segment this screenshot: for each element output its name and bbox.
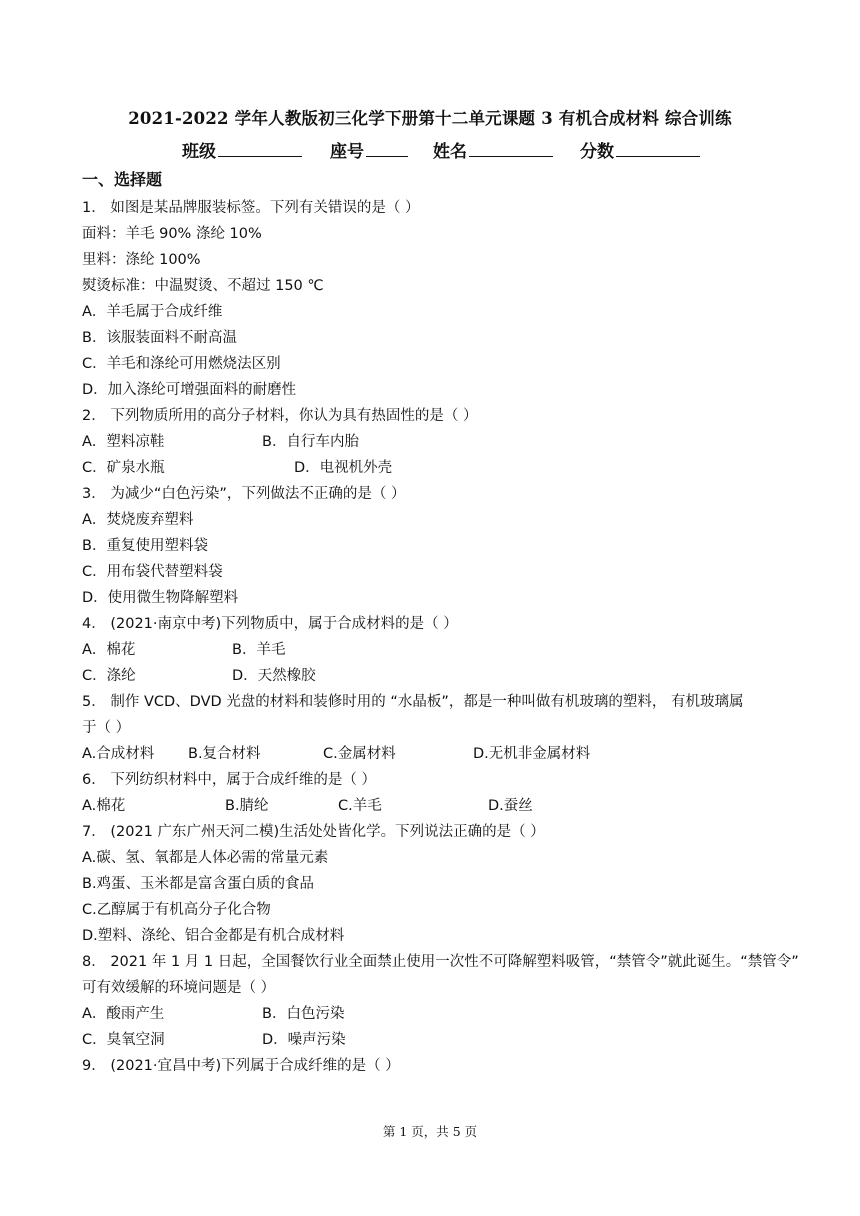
document-title: 2021-2022 学年人教版初三化学下册第十二单元课题 3 有机合成材料 综合训练 — [128, 109, 732, 128]
q3-option-c: C．用布袋代替塑料袋 — [82, 564, 223, 580]
q1-stem: 1． 如图是某品牌服装标签。下列有关错误的是（ ） — [82, 200, 420, 216]
q2-option-b: B．自行车内胎 — [262, 434, 359, 450]
q8-stem: 8． 2021 年 1 月 1 日起，全国餐饮行业全面禁止使用一次性不可降解塑料吸管，“禁管令”就此诞生。“禁管令” — [82, 954, 799, 970]
class-field — [182, 136, 302, 166]
q1-label-lining: 里料：涤纶 100% — [82, 252, 201, 268]
q7-option-d: D.塑料、涤纶、铝合金都是有机合成材料 — [82, 928, 345, 944]
q6-option-d: D.蚕丝 — [488, 798, 533, 814]
q6-option-a: A.棉花 — [82, 798, 126, 814]
q7-option-b: B.鸡蛋、玉米都是富含蛋白质的食品 — [82, 876, 315, 892]
q1-option-b: B．该服装面料不耐高温 — [82, 330, 237, 346]
score-blank — [616, 136, 700, 157]
q5-option-b: B.复合材料 — [188, 746, 261, 762]
name-field — [433, 136, 553, 166]
class-blank — [218, 136, 302, 157]
q1-option-c: C．羊毛和涤纶可用燃烧法区别 — [82, 356, 281, 372]
seat-blank — [366, 136, 408, 157]
q3-stem: 3． 为减少“白色污染”，下列做法不正确的是（ ） — [82, 486, 406, 502]
q1-label-fabric: 面料：羊毛 90% 涤纶 10% — [82, 226, 262, 242]
section-title: 一、选择题 — [82, 170, 163, 189]
q6-option-c: C.羊毛 — [338, 798, 382, 814]
name-label: 姓名 — [433, 142, 467, 162]
q5-stem-continued: 于（ ） — [82, 720, 131, 736]
q1-option-a: A．羊毛属于合成纤维 — [82, 304, 223, 320]
q9-stem: 9． (2021·宜昌中考)下列属于合成纤维的是（ ） — [82, 1058, 400, 1074]
q7-stem: 7． (2021 广东广州天河二模)生活处处皆化学。下列说法正确的是（ ） — [82, 824, 545, 840]
student-info-row — [0, 136, 860, 164]
q6-option-b: B.腈纶 — [225, 798, 269, 814]
q4-stem: 4． (2021·南京中考)下列物质中，属于合成材料的是（ ） — [82, 616, 458, 632]
q6-stem: 6． 下列纺织材料中，属于合成纤维的是（ ） — [82, 772, 376, 788]
q3-option-d: D．使用微生物降解塑料 — [82, 590, 239, 606]
seat-label: 座号 — [330, 142, 364, 162]
q8-stem-continued: 可有效缓解的环境问题是（ ） — [82, 980, 276, 996]
q7-option-c: C.乙醇属于有机高分子化合物 — [82, 902, 271, 918]
q3-option-b: B．重复使用塑料袋 — [82, 538, 208, 554]
q1-option-d: D．加入涤纶可增强面料的耐磨性 — [82, 382, 297, 398]
q5-option-a: A.合成材料 — [82, 746, 155, 762]
score-field — [580, 136, 700, 166]
q8-option-c: C．臭氧空洞 — [82, 1032, 165, 1048]
q4-option-b: B．羊毛 — [232, 642, 286, 658]
q2-option-d: D．电视机外壳 — [294, 460, 393, 476]
q8-option-d: D．噪声污染 — [262, 1032, 346, 1048]
q2-option-a: A．塑料凉鞋 — [82, 434, 165, 450]
q5-stem: 5． 制作 VCD、DVD 光盘的材料和装修时用的 “水晶板”，都是一种叫做有机玻璃的塑料， 有机玻璃属 — [82, 694, 744, 710]
q4-option-d: D．天然橡胶 — [232, 668, 316, 684]
page-footer: 第 1 页，共 5 页 — [382, 1124, 478, 1139]
q5-option-d: D.无机非金属材料 — [473, 746, 591, 762]
q4-option-a: A．棉花 — [82, 642, 136, 658]
seat-field — [330, 136, 408, 166]
q2-stem: 2． 下列物质所用的高分子材料，你认为具有热固性的是（ ） — [82, 408, 478, 424]
class-label: 班级 — [182, 142, 216, 162]
q2-option-c: C．矿泉水瓶 — [82, 460, 165, 476]
q8-option-b: B．白色污染 — [262, 1006, 345, 1022]
q4-option-c: C．涤纶 — [82, 668, 136, 684]
q5-option-c: C.金属材料 — [323, 746, 396, 762]
score-label: 分数 — [580, 142, 614, 162]
q3-option-a: A．焚烧废弃塑料 — [82, 512, 194, 528]
q8-option-a: A．酸雨产生 — [82, 1006, 165, 1022]
name-blank — [469, 136, 553, 157]
q1-label-iron: 熨烫标准：中温熨烫、不超过 150 ℃ — [82, 278, 324, 294]
q7-option-a: A.碳、氢、氧都是人体必需的常量元素 — [82, 850, 329, 866]
